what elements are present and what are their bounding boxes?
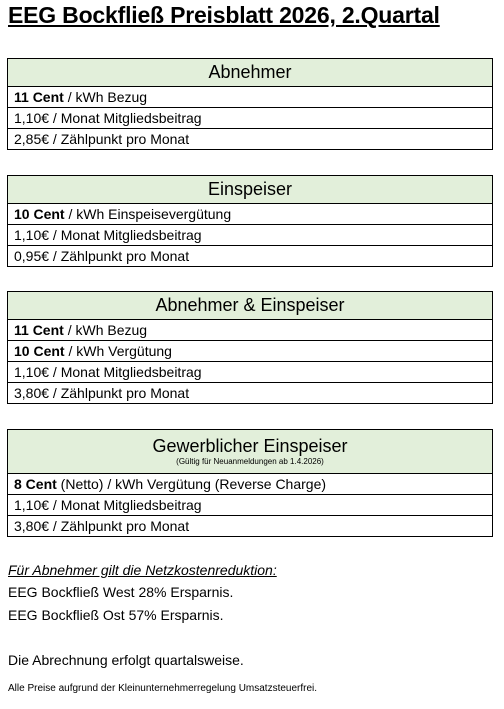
table-row — [8, 204, 493, 225]
table-heading: Abnehmer — [8, 59, 493, 87]
row-text: / kWh Einspeisevergütung — [64, 206, 232, 222]
row-text: 1,10€ / Monat Mitgliedsbeitrag — [14, 110, 202, 126]
notes-billing: Die Abrechnung erfolgt quartalsweise. — [8, 652, 244, 668]
row-bold-value: 10 Cent — [14, 343, 65, 359]
table-subheading: (Gültig für Neuanmeldungen ab 1.4.2026) — [176, 457, 324, 466]
table-row — [8, 362, 493, 383]
row-text: 2,85€ / Zählpunkt pro Monat — [14, 131, 190, 147]
table-heading-text: Gewerblicher Einspeiser — [152, 436, 348, 456]
row-text: / kWh Bezug — [63, 322, 148, 338]
table-row — [8, 474, 493, 495]
row-text: 3,80€ / Zählpunkt pro Monat — [14, 385, 190, 401]
table-row — [8, 341, 493, 362]
row-text: 3,80€ / Zählpunkt pro Monat — [14, 518, 190, 534]
table-heading: Einspeiser — [8, 176, 493, 204]
table-heading: Abnehmer & Einspeiser — [8, 292, 493, 320]
table-row — [8, 225, 493, 246]
price-table-abnehmer — [7, 58, 493, 150]
row-bold-value: 11 Cent — [14, 322, 64, 338]
table-row — [8, 320, 493, 341]
row-bold-value: 11 Cent — [14, 89, 64, 105]
footnote: Alle Preise aufgrund der Kleinunternehmerregelung Umsatzsteuerfrei. — [8, 683, 318, 694]
row-bold-value: 10 Cent — [14, 206, 65, 222]
table-row — [8, 383, 493, 404]
notes-ost: EEG Bockfließ Ost 57% Ersparnis. — [8, 607, 224, 623]
row-text: 1,10€ / Monat Mitgliedsbeitrag — [14, 227, 202, 243]
row-text: 1,10€ / Monat Mitgliedsbeitrag — [14, 364, 202, 380]
table-row — [8, 495, 493, 516]
page-title: EEG Bockfließ Preisblatt 2026, 2.Quartal — [8, 2, 440, 28]
notes-heading: Für Abnehmer gilt die Netzkostenreduktion: — [8, 562, 277, 578]
row-bold-value: 8 Cent — [14, 476, 57, 492]
row-text: (Netto) / kWh Vergütung (Reverse Charge) — [56, 476, 327, 492]
table-row — [8, 129, 493, 150]
price-table-abnehmer-einspeiser — [7, 291, 493, 404]
row-text: 0,95€ / Zählpunkt pro Monat — [14, 248, 190, 264]
table-row — [8, 108, 493, 129]
table-heading — [8, 430, 493, 474]
table-row — [8, 246, 493, 267]
price-table-einspeiser — [7, 175, 493, 267]
row-text: / kWh Vergütung — [64, 343, 172, 359]
table-row — [8, 87, 493, 108]
row-text: 1,10€ / Monat Mitgliedsbeitrag — [14, 497, 202, 513]
notes-west: EEG Bockfließ West 28% Ersparnis. — [8, 584, 234, 600]
row-text: / kWh Bezug — [63, 89, 148, 105]
table-row — [8, 516, 493, 537]
price-table-gewerblicher-einspeiser — [7, 429, 493, 537]
